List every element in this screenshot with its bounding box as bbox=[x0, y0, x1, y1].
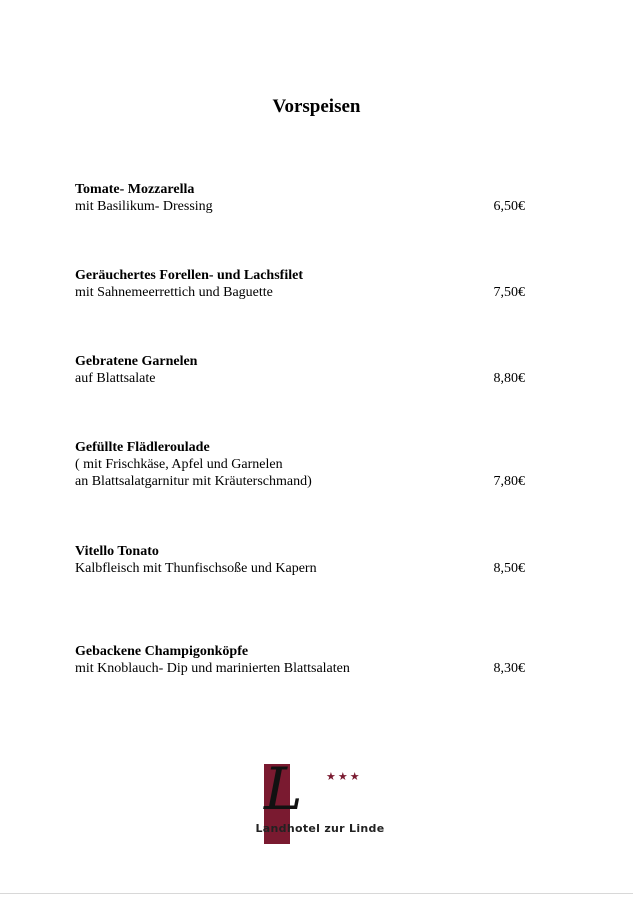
item-price: 6,50€ bbox=[493, 199, 525, 214]
menu-item bbox=[75, 543, 527, 577]
item-price: 8,80€ bbox=[493, 371, 525, 386]
menu-item bbox=[75, 439, 527, 490]
menu-item bbox=[75, 353, 527, 387]
item-name: Gefüllte Flädleroulade bbox=[75, 440, 210, 455]
item-description: an Blattsalatgarnitur mit Kräuterschmand) bbox=[75, 474, 312, 489]
item-description: ( mit Frischkäse, Apfel und Garnelen bbox=[75, 457, 283, 472]
hotel-logo bbox=[250, 755, 390, 846]
item-price: 7,50€ bbox=[493, 285, 525, 300]
item-description: mit Knoblauch- Dip und marinierten Blattsalaten bbox=[75, 661, 350, 676]
item-name: Geräuchertes Forellen- und Lachsfilet bbox=[75, 268, 303, 283]
item-name: Gebratene Garnelen bbox=[75, 354, 198, 369]
item-description: mit Sahnemeerrettich und Baguette bbox=[75, 285, 273, 300]
item-description: Kalbfleisch mit Thunfischsoße und Kapern bbox=[75, 561, 317, 576]
logo-letter: L bbox=[264, 755, 303, 823]
item-price: 8,30€ bbox=[493, 661, 525, 676]
logo-stars: ★★★ bbox=[326, 770, 362, 783]
menu-item bbox=[75, 643, 527, 677]
item-name: Vitello Tonato bbox=[75, 544, 159, 559]
item-name: Gebackene Champigonköpfe bbox=[75, 644, 249, 659]
item-name: Tomate- Mozzarella bbox=[75, 182, 195, 197]
page-bottom-divider bbox=[0, 893, 633, 894]
item-description: auf Blattsalate bbox=[75, 371, 156, 386]
item-price: 8,50€ bbox=[493, 561, 525, 576]
logo-text: Landhotel zur Linde bbox=[255, 822, 385, 835]
item-price: 7,80€ bbox=[493, 474, 525, 489]
item-description: mit Basilikum- Dressing bbox=[75, 199, 213, 214]
menu-item bbox=[75, 267, 527, 301]
menu-item bbox=[75, 181, 527, 215]
page-title: Vorspeisen bbox=[272, 96, 361, 117]
